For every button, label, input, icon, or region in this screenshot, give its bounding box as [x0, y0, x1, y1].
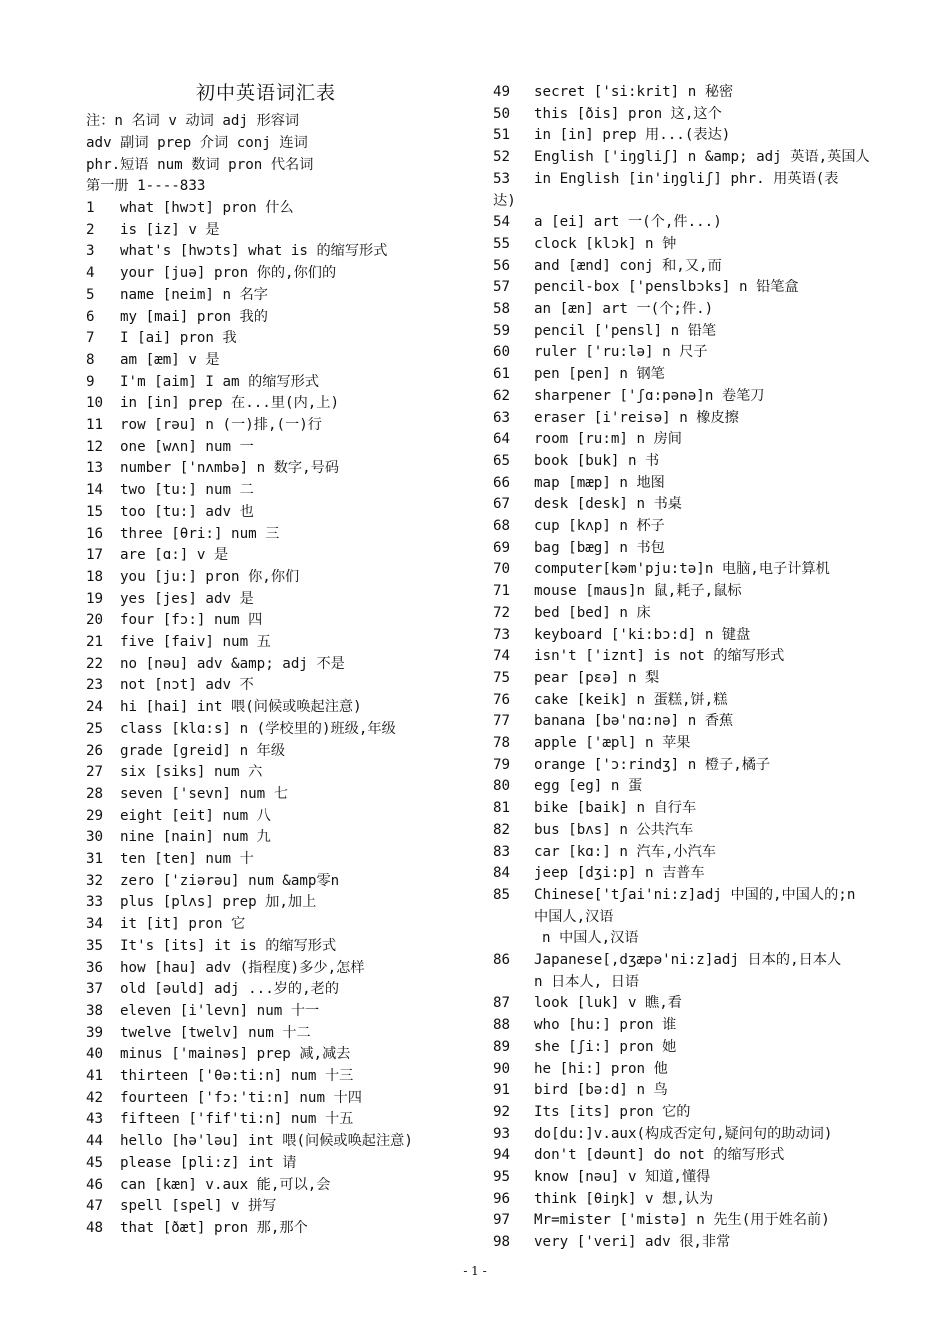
entry-number: 95	[493, 1169, 511, 1185]
entry-number: 31	[86, 851, 104, 867]
entry-text: egg [eg] n 蛋	[534, 778, 643, 795]
entry-number: 96	[493, 1190, 511, 1207]
entry-number: 44	[86, 1133, 104, 1150]
entry-text: bed [bed] n 床	[534, 604, 651, 621]
entry-number: 56	[493, 257, 511, 274]
entry-text: you [ju:] pron 你,你们	[120, 568, 300, 585]
entry-number: 73	[493, 626, 511, 643]
entry-text: name [neim] n 名字	[120, 286, 268, 303]
entry-number: 82	[493, 821, 511, 838]
abbrev-note-line: phr.短语 num 数词 pron 代名词	[86, 157, 314, 173]
entry-text: pencil ['pensl] n 铅笔	[534, 322, 717, 339]
entry-number: 81	[493, 800, 511, 817]
entry-text: fifteen ['fif'ti:n] num 十五	[120, 1111, 354, 1128]
entry-number: 38	[86, 1002, 104, 1019]
entry-text: Chinese['tʃai'ni:z]adj 中国的,中国人的;n	[534, 886, 856, 903]
entry-text: that [ðæt] pron 那,那个	[120, 1219, 308, 1236]
entry-text: bird [bə:d] n 鸟	[534, 1082, 668, 1099]
entry-number: 76	[493, 691, 511, 708]
entry-text: he [hi:] pron 他	[534, 1060, 668, 1077]
entry-text: hello [hə'ləu] int 喂(问候或唤起注意)	[120, 1133, 413, 1150]
entry-text: seven ['sevn] num 七	[120, 785, 288, 802]
entry-text: yes [jes] adv 是	[120, 590, 254, 607]
entry-number: 78	[493, 735, 511, 751]
entry-text: apple ['æpl] n 苹果	[534, 735, 691, 751]
entry-number: 9	[86, 373, 95, 390]
entry-text: a [ei] art 一(个,件...)	[534, 214, 722, 231]
entry-number: 74	[493, 648, 511, 665]
entry-number: 85	[493, 886, 511, 903]
entry-number: 30	[86, 829, 104, 846]
entry-number: 72	[493, 604, 511, 621]
entry-number: 3	[86, 243, 95, 260]
entry-number: 25	[86, 720, 104, 737]
entry-text: I [ai] pron 我	[120, 330, 237, 347]
entry-number: 2	[86, 221, 95, 238]
page-number: - 1 -	[463, 1264, 487, 1278]
entry-text: who [hu:] pron 谁	[534, 1017, 677, 1034]
entry-text: look [luk] v 瞧,看	[534, 995, 682, 1012]
entry-text: bag [bæg] n 书包	[534, 539, 665, 556]
entry-number: 35	[86, 937, 104, 954]
entry-text: in English [in'iŋgliʃ] phr. 用英语(表	[534, 170, 839, 187]
entry-number: 71	[493, 583, 511, 600]
entry-text: grade [greid] n 年级	[120, 742, 286, 759]
entry-text: clock [klɔk] n 钟	[534, 235, 677, 252]
entry-text: map [mæp] n 地图	[534, 474, 665, 491]
entry-number: 57	[493, 279, 511, 296]
entry-text: bus [bʌs] n 公共汽车	[534, 821, 694, 838]
entry-text: cake [keik] n 蛋糕,饼,糕	[534, 691, 728, 708]
entry-number: 8	[86, 351, 95, 368]
entry-text: twelve [twelv] num 十二	[120, 1024, 311, 1041]
entry-text: eight [eit] num 八	[120, 807, 271, 824]
entry-number: 67	[493, 496, 511, 513]
entry-number: 94	[493, 1147, 511, 1164]
entry-number: 55	[493, 235, 511, 252]
entry-number: 66	[493, 474, 511, 491]
entry-number: 23	[86, 677, 104, 694]
entry-number: 77	[493, 713, 511, 730]
entry-text: four [fɔ:] num 四	[120, 612, 263, 629]
entry-text: what's [hwɔts] what is 的缩写形式	[120, 243, 388, 260]
entry-text: I'm [aim] I am 的缩写形式	[120, 373, 320, 390]
entry-text: eleven [i'levn] num 十一	[120, 1002, 320, 1019]
entry-text: how [hau] adv (指程度)多少,怎样	[120, 959, 365, 976]
entry-number: 92	[493, 1103, 511, 1120]
entry-number: 64	[493, 431, 511, 448]
entry-number: 68	[493, 518, 511, 534]
entry-number: 53	[493, 170, 511, 187]
entry-number: 13	[86, 460, 104, 477]
entry-number: 20	[86, 612, 104, 629]
entry-number: 89	[493, 1038, 511, 1055]
entry-number: 84	[493, 865, 511, 882]
entry-text: three [θri:] num 三	[120, 525, 280, 542]
entry-number: 98	[493, 1234, 511, 1251]
entry-text: minus ['mainəs] prep 减,减去	[120, 1046, 351, 1063]
entry-text: she [ʃi:] pron 她	[534, 1038, 677, 1055]
entry-text: ruler ['ru:lə] n 尺子	[534, 344, 708, 361]
entry-continuation: n 中国人,汉语	[542, 930, 639, 947]
entry-number: 75	[493, 669, 511, 686]
entry-text: nine [nain] num 九	[120, 829, 271, 846]
entry-text: an [æn] art 一(个;件.)	[534, 301, 714, 317]
entry-number: 49	[493, 84, 511, 100]
entry-number: 60	[493, 344, 511, 361]
entry-text: class [klɑ:s] n (学校里的)班级,年级	[120, 720, 396, 737]
entry-number: 32	[86, 872, 104, 889]
entry-text: am [æm] v 是	[120, 351, 220, 368]
entry-number: 90	[493, 1060, 511, 1077]
entry-number: 24	[86, 699, 104, 716]
abbrev-note-line: adv 副词 prep 介词 conj 连词	[86, 135, 308, 151]
entry-continuation: n 日本人, 日语	[534, 973, 640, 990]
entry-number: 46	[86, 1176, 104, 1193]
entry-text: my [mai] pron 我的	[120, 308, 268, 325]
entry-number: 48	[86, 1219, 104, 1236]
entry-text: Mr=mister ['mistə] n 先生(用于姓名前)	[534, 1212, 830, 1229]
entry-text: six [siks] num 六	[120, 764, 263, 781]
entry-text: is [iz] v 是	[120, 221, 220, 238]
entry-text: can [kæn] v.aux 能,可以,会	[120, 1176, 331, 1193]
volume-heading: 第一册 1----833	[86, 178, 206, 194]
entry-number: 34	[86, 916, 104, 933]
entry-continuation: 达)	[493, 192, 516, 209]
entry-text: keyboard ['ki:bɔ:d] n 键盘	[534, 626, 751, 643]
entry-number: 65	[493, 452, 511, 469]
entry-text: book [buk] n 书	[534, 452, 660, 469]
entry-text: two [tu:] num 二	[120, 482, 254, 499]
entry-text: not [nɔt] adv 不	[120, 677, 254, 694]
entry-number: 7	[86, 330, 95, 347]
entry-number: 87	[493, 995, 511, 1012]
entry-text: fourteen ['fɔ:'ti:n] num 十四	[120, 1089, 362, 1106]
entry-text: in [in] prep 在...里(内,上)	[120, 395, 340, 412]
entry-number: 80	[493, 778, 511, 795]
entry-number: 17	[86, 547, 104, 564]
entry-text: number ['nʌmbə] n 数字,号码	[120, 460, 340, 477]
entry-text: jeep [dʒi:p] n 吉普车	[534, 865, 705, 882]
entry-text: car [kɑ:] n 汽车,小汽车	[534, 843, 716, 860]
entry-number: 45	[86, 1154, 104, 1171]
entry-number: 14	[86, 482, 104, 499]
entry-text: this [ðis] pron 这,这个	[534, 105, 722, 122]
entry-text: know [nəu] v 知道,懂得	[534, 1169, 711, 1185]
entry-text: mouse [maus]n 鼠,耗子,鼠标	[534, 583, 742, 600]
entry-text: are [ɑ:] v 是	[120, 547, 229, 564]
entry-number: 70	[493, 561, 511, 578]
entry-text: Its [its] pron 它的	[534, 1103, 691, 1120]
entry-text: one [wʌn] num 一	[120, 438, 254, 455]
entry-number: 4	[86, 265, 95, 282]
entry-text: think [θiŋk] v 想,认为	[534, 1190, 714, 1207]
entry-text: old [əuld] adj ...岁的,老的	[120, 981, 340, 998]
entry-number: 61	[493, 366, 511, 383]
entry-text: zero ['ziərəu] num &amp零n	[120, 872, 340, 889]
entry-text: orange ['ɔ:rindʒ] n 橙子,橘子	[534, 756, 771, 773]
entry-number: 51	[493, 127, 511, 144]
entry-number: 63	[493, 409, 511, 426]
entry-number: 33	[86, 894, 104, 911]
entry-number: 12	[86, 438, 104, 455]
entry-text: your [juə] pron 你的,你们的	[120, 265, 337, 282]
entry-text: computer[kəm'pju:tə]n 电脑,电子计算机	[534, 561, 830, 578]
entry-number: 40	[86, 1046, 104, 1063]
entry-number: 97	[493, 1212, 511, 1229]
entry-text: five [faiv] num 五	[120, 634, 271, 650]
entry-text: pear [pεə] n 梨	[534, 669, 660, 686]
entry-text: ten [ten] num 十	[120, 851, 254, 867]
entry-text: please [pli:z] int 请	[120, 1154, 297, 1171]
entry-number: 50	[493, 105, 511, 122]
entry-text: cup [kʌp] n 杯子	[534, 518, 665, 534]
entry-number: 93	[493, 1125, 511, 1142]
entry-text: do[du:]v.aux(构成否定句,疑问句的助动词)	[534, 1125, 833, 1142]
entry-text: Japanese[,dʒæpə'ni:z]adj 日本的,日本人	[534, 952, 842, 968]
entry-number: 79	[493, 756, 511, 773]
entry-text: hi [hai] int 喂(问候或唤起注意)	[120, 699, 362, 716]
entry-number: 91	[493, 1082, 511, 1099]
entry-text: no [nəu] adv &amp; adj 不是	[120, 655, 345, 672]
entry-text: banana [bə'nɑ:nə] n 香蕉	[534, 713, 734, 730]
entry-number: 62	[493, 387, 511, 404]
entry-text: what [hwɔt] pron 什么	[120, 200, 294, 216]
entry-number: 59	[493, 322, 511, 339]
entry-number: 69	[493, 539, 511, 556]
entry-text: row [rəu] n (一)排,(一)行	[120, 417, 322, 433]
entry-number: 28	[86, 785, 104, 802]
entry-text: bike [baik] n 自行车	[534, 800, 697, 817]
entry-number: 29	[86, 807, 104, 824]
entry-number: 43	[86, 1111, 104, 1128]
entry-text: it [it] pron 它	[120, 916, 246, 933]
entry-number: 58	[493, 301, 511, 317]
entry-text: spell [spel] v 拼写	[120, 1198, 277, 1215]
entry-text: secret ['si:krit] n 秘密	[534, 84, 734, 100]
entry-number: 47	[86, 1198, 104, 1215]
entry-text: eraser [i'reisə] n 橡皮擦	[534, 409, 739, 426]
entry-number: 22	[86, 655, 104, 672]
entry-text: It's [its] it is 的缩写形式	[120, 937, 337, 954]
abbrev-note-line: 注：n 名词 v 动词 adj 形容词	[86, 113, 300, 129]
entry-text: pencil-box ['penslbɔks] n 铅笔盒	[534, 279, 799, 296]
entry-text: isn't ['iznt] is not 的缩写形式	[534, 648, 785, 665]
entry-text: pen [pen] n 钢笔	[534, 366, 665, 383]
entry-number: 10	[86, 395, 104, 412]
entry-text: desk [desk] n 书桌	[534, 496, 682, 513]
entry-text: sharpener ['ʃɑ:pənə]n 卷笔刀	[534, 387, 765, 404]
entry-text: and [ænd] conj 和,又,而	[534, 257, 722, 274]
entry-text: don't [dəunt] do not 的缩写形式	[534, 1147, 785, 1164]
entry-number: 18	[86, 568, 104, 585]
entry-text: room [ru:m] n 房间	[534, 431, 682, 448]
entry-continuation: 中国人,汉语	[534, 908, 614, 925]
page-title: 初中英语词汇表	[196, 82, 337, 104]
entry-number: 54	[493, 214, 511, 231]
entry-text: thirteen ['θə:ti:n] num 十三	[120, 1068, 354, 1084]
entry-number: 37	[86, 981, 104, 998]
entry-text: too [tu:] adv 也	[120, 503, 254, 520]
entry-number: 26	[86, 742, 104, 759]
entry-text: very ['veri] adv 很,非常	[534, 1234, 731, 1251]
entry-number: 27	[86, 764, 104, 781]
entry-number: 36	[86, 959, 104, 976]
entry-number: 41	[86, 1068, 104, 1084]
entry-number: 52	[493, 149, 511, 166]
entry-number: 86	[493, 952, 511, 968]
entry-text: in [in] prep 用...(表达)	[534, 127, 731, 144]
entry-number: 88	[493, 1017, 511, 1034]
entry-text: English ['iŋgliʃ] n &amp; adj 英语,英国人	[534, 149, 870, 166]
entry-number: 6	[86, 308, 95, 325]
entry-number: 1	[86, 200, 95, 216]
entry-number: 15	[86, 503, 104, 520]
entry-number: 16	[86, 525, 104, 542]
entry-number: 39	[86, 1024, 104, 1041]
entry-number: 19	[86, 590, 104, 607]
entry-text: plus [plʌs] prep 加,加上	[120, 894, 317, 911]
entry-number: 11	[86, 417, 104, 433]
entry-number: 42	[86, 1089, 104, 1106]
entry-number: 83	[493, 843, 511, 860]
entry-number: 5	[86, 286, 95, 303]
entry-number: 21	[86, 634, 104, 650]
